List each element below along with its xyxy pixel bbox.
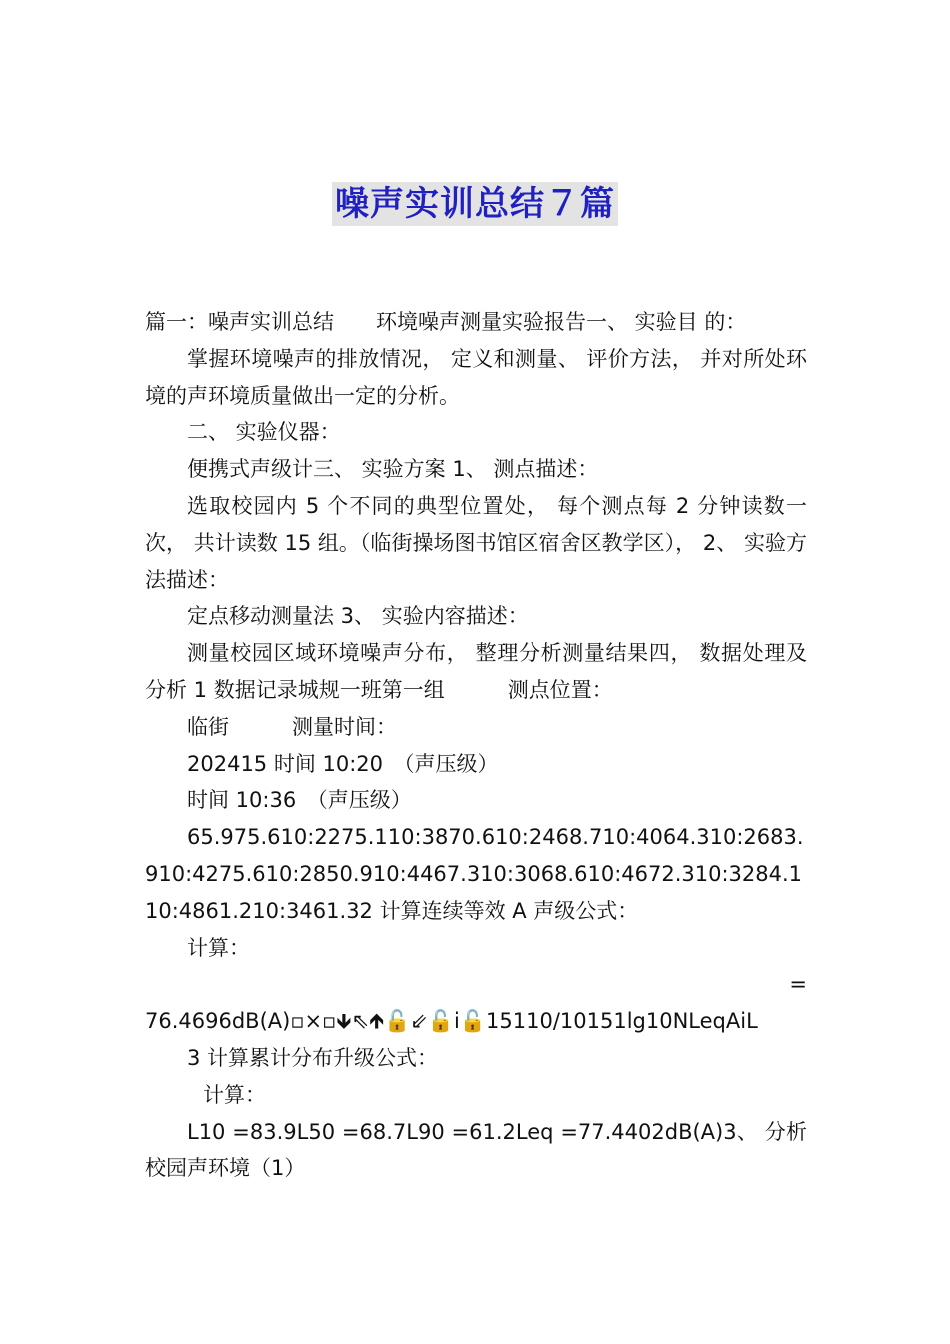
paragraph-results: L10 =83.9L50 =68.7L90 =61.2Leq =77.4402dB(A)3、 分析校园声环境（1）: [145, 1119, 807, 1181]
paragraph-method: 定点移动测量法 3、 实验内容描述：: [187, 604, 529, 629]
paragraph-site-selection: 选取校园内 5 个不同的典型位置处， 每个测点每 2 分钟读数一次， 共计读数 15 组。（临街操场图书馆区宿舍区教学区）， 2、 实验方法描述：: [145, 493, 807, 592]
paragraph-location: 临街 测量时间：: [187, 714, 397, 739]
title-text: 噪声实训总结７篇: [332, 182, 618, 226]
paragraph-calc-1: 计算：: [187, 935, 250, 960]
paragraph-formula: 76.4696dB(A)▫×▫🡻⇖🡹🔓⇙🔓i🔓15110/10151lg10NLeqAiL: [145, 1009, 758, 1034]
paragraph-readings: 65.975.610:2275.110:3870.610:2468.710:4064.310:2683.910:4275.610:2850.910:4467.310:3068.610:4672.310:3284.110:4861.210:3461.32 计算连续等效 A 声级公式：: [145, 825, 804, 923]
paragraph-plan: 便携式声级计三、 实验方案 1、 测点描述：: [187, 457, 599, 482]
document-body: [145, 304, 807, 1187]
paragraph-cumulative: 3 计算累计分布升级公式：: [187, 1045, 439, 1070]
paragraph-objective: 掌握环境噪声的排放情况， 定义和测量、 评价方法， 并对所处环境的声环境质量做出一定的分析。: [145, 346, 807, 408]
paragraph-calc-2: 计算：: [203, 1082, 266, 1107]
paragraph-heading: 篇一：噪声实训总结 环境噪声测量实验报告一、 实验目 的：: [145, 310, 747, 334]
paragraph-equals: =: [789, 972, 807, 997]
paragraph-time-2: 时间 10:36 （声压级）: [187, 788, 412, 813]
paragraph-time-1: 202415 时间 10:20 （声压级）: [187, 751, 499, 776]
document-title: [0, 176, 950, 225]
paragraph-content: 测量校园区域环境噪声分布， 整理分析测量结果四， 数据处理及分析 1 数据记录城规一班第一组 测点位置：: [145, 641, 807, 702]
paragraph-instruments: 二、 实验仪器：: [187, 420, 341, 445]
